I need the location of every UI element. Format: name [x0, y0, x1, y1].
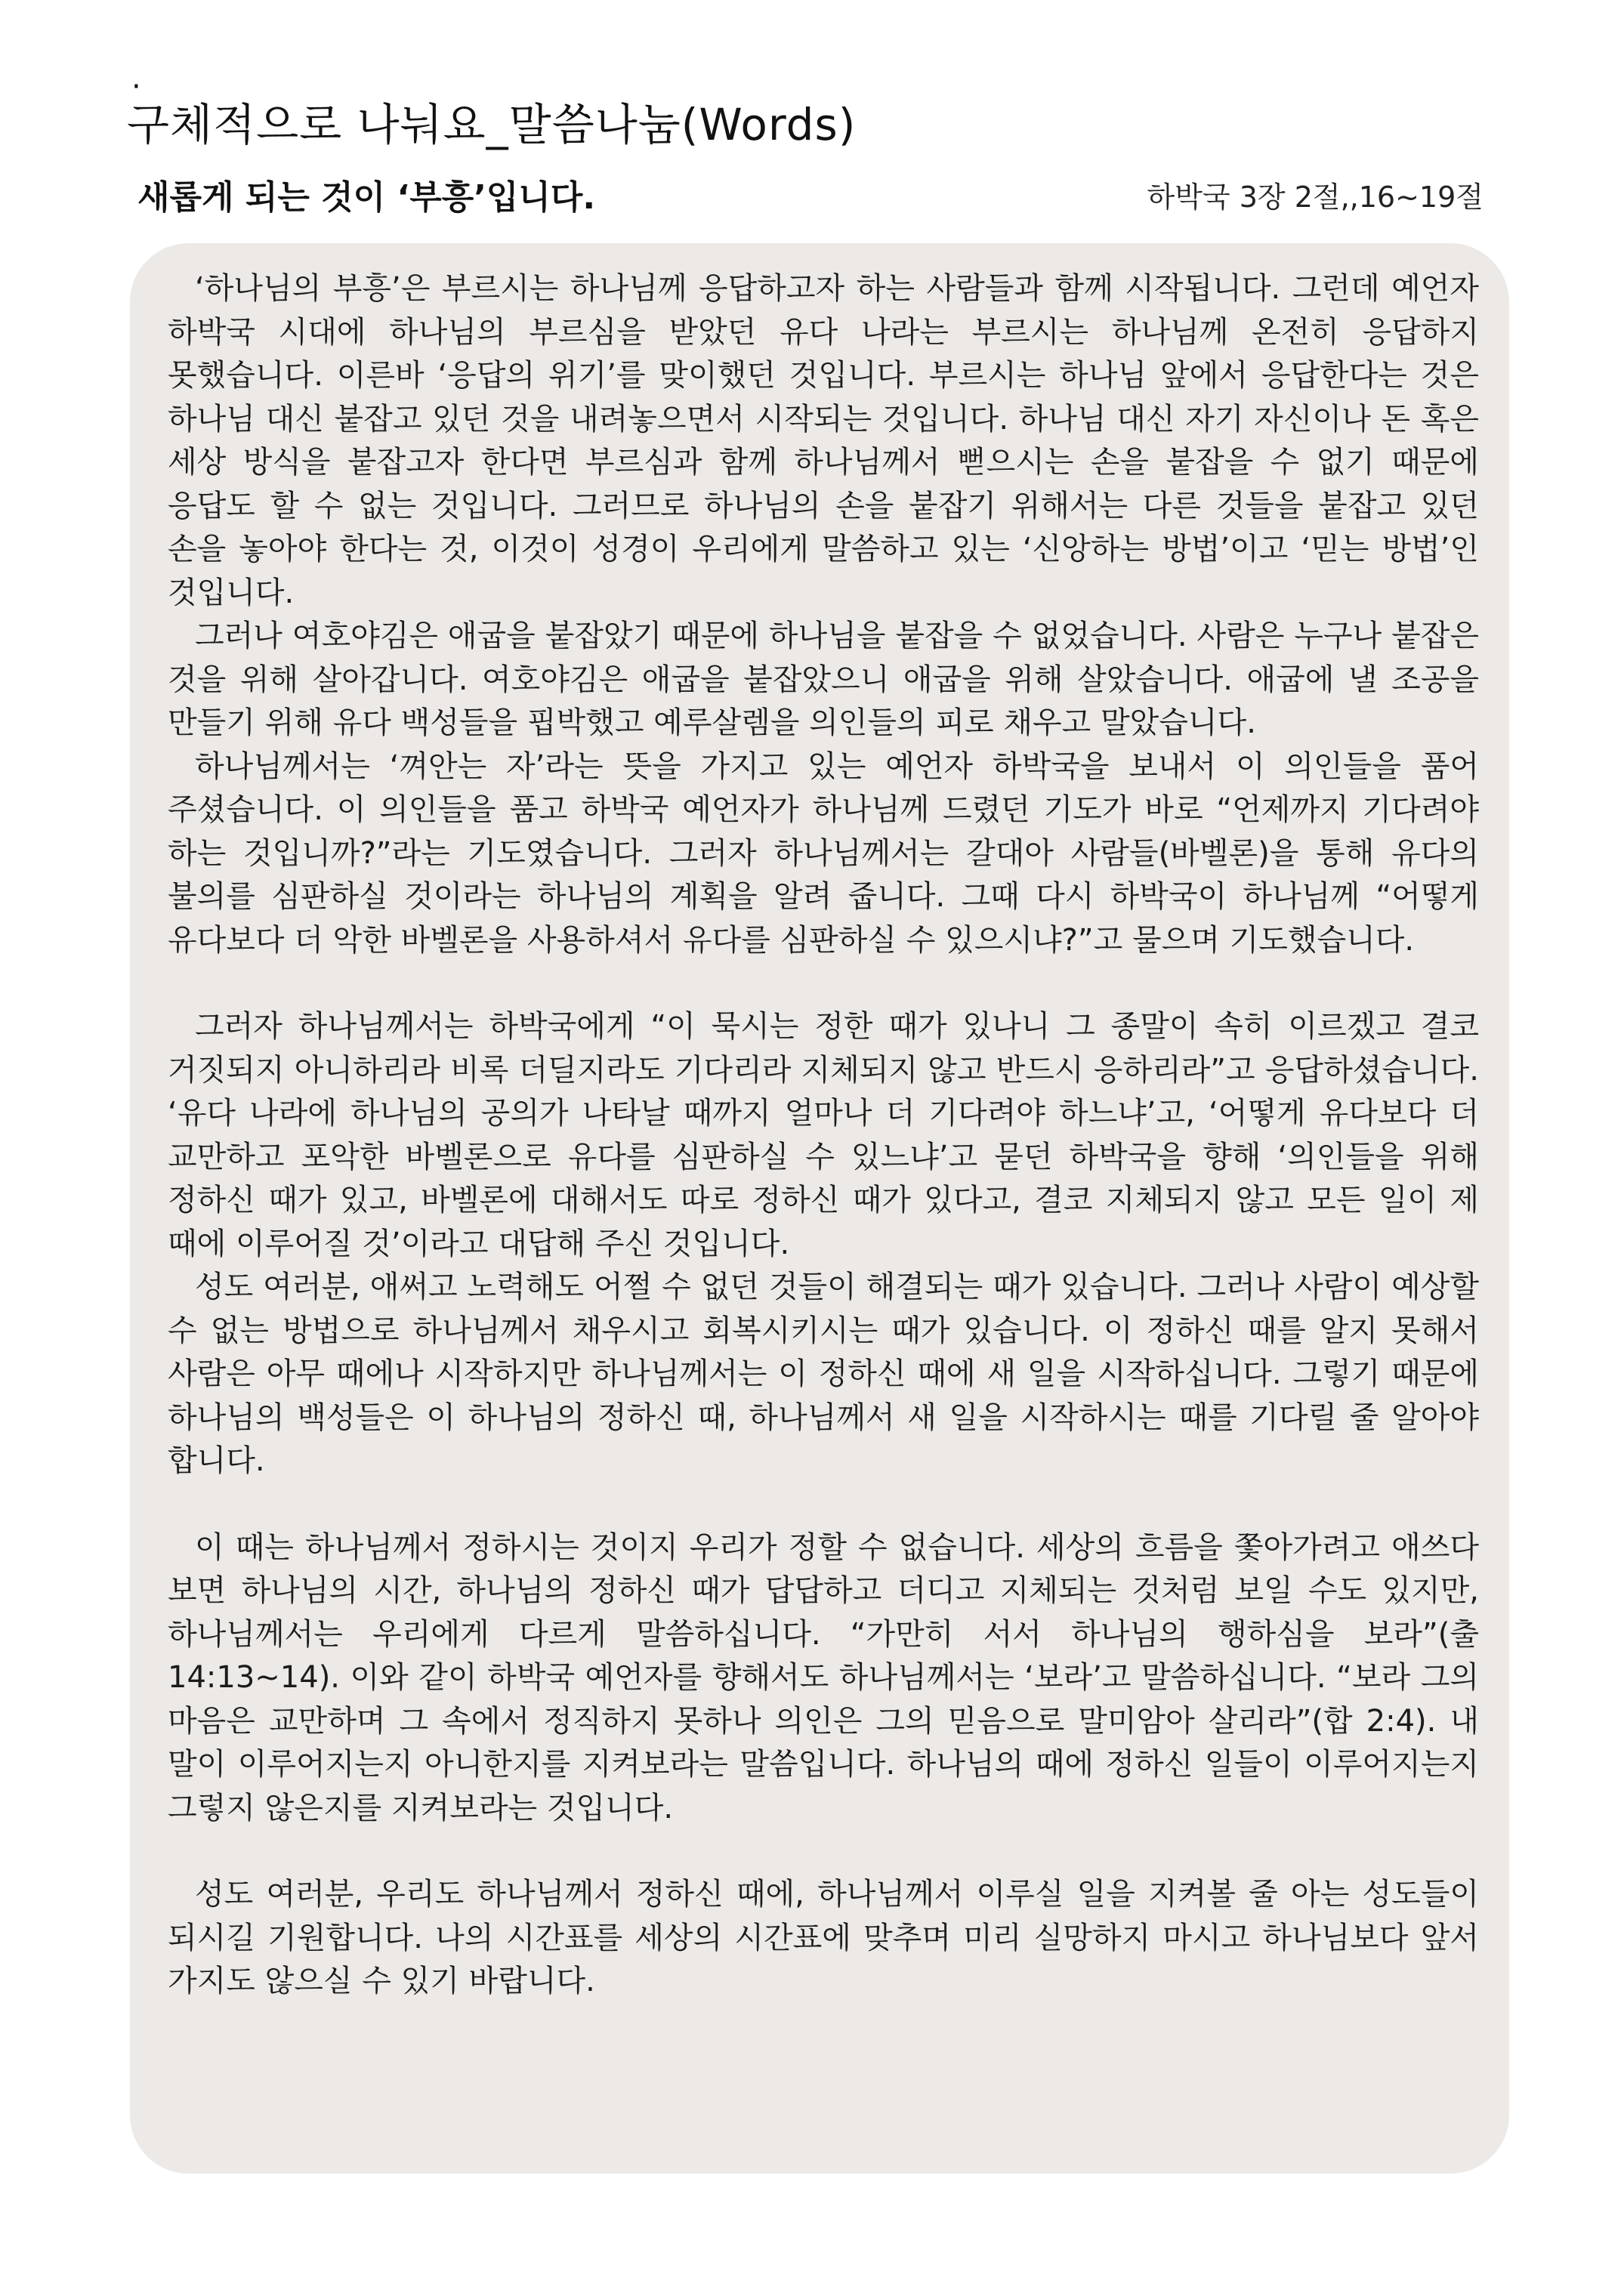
paragraph-gap [168, 962, 1479, 1005]
paragraph-6: 이 때는 하나님께서 정하시는 것이지 우리가 정할 수 없습니다. 세상의 흐름을 쫓아가려고 애쓰다 보면 하나님의 시간, 하나님의 정하신 때가 답답하고 더디고 지체되는 것처럼 보일 수도 있지만, 하나님께서는 우리에게 다르게 말씀하십니다. “가만히 서서 하나님의 행하심을 보라”(출 14:13~14). 이와 같이 하박국 예언자를 향해서도 하나님께서는 ‘보라’고 말씀하십니다. “보라 그의 마음은 교만하며 그 속에서 정직하지 못하나 의인은 그의 믿음으로 말미암아 살리라”(합 2:4). 내 말이 이루어지는지 아니한지를 지켜보라는 말씀입니다. 하나님의 때에 정하신 일들이 이루어지는지 그렇지 않은지를 지켜보라는 것입니다. [168, 1529, 1479, 1825]
paragraph-7: 성도 여러분, 우리도 하나님께서 정하신 때에, 하나님께서 이루실 일을 지켜볼 줄 아는 성도들이 되시길 기원합니다. 나의 시간표를 세상의 시간표에 맞추며 미리 실망하지 마시고 하나님보다 앞서 가지도 않으실 수 있기 바랍니다. [168, 1877, 1479, 1998]
paragraph-gap [168, 1483, 1479, 1526]
paragraph-1: ‘하나님의 부흥’은 부르시는 하나님께 응답하고자 하는 사람들과 함께 시작됩니다. 그런데 예언자 하박국 시대에 하나님의 부르심을 받았던 유다 나라는 부르시는 하나님께 온전히 응답하지 못했습니다. 이른바 ‘응답의 위기’를 맞이했던 것입니다. 부르시는 하나님 앞에서 응답한다는 것은 하나님 대신 붙잡고 있던 것을 내려놓으면서 시작되는 것입니다. 하나님 대신 자기 자신이나 돈 혹은 세상 방식을 붙잡고자 한다면 부르심과 함께 하나님께서 뻗으시는 손을 붙잡을 수 없기 때문에 응답도 할 수 없는 것입니다. 그러므로 하나님의 손을 붙잡기 위해서는 다른 것들을 붙잡고 있던 손을 놓아야 한다는 것, 이것이 성경이 우리에게 말씀하고 있는 ‘신앙하는 방법’이고 ‘믿는 방법’인 것입니다. [168, 271, 1479, 610]
paragraph-5: 성도 여러분, 애써고 노력해도 어쩔 수 없던 것들이 해결되는 때가 있습니다. 그러나 사람이 예상할 수 없는 방법으로 하나님께서 채우시고 회복시키시는 때가 있습니다. 이 정하신 때를 알지 못해서 사람은 아무 때에나 시작하지만 하나님께서는 이 정하신 때에 새 일을 시작하십니다. 그렇기 때문에 하나님의 백성들은 이 하나님의 정하신 때, 하나님께서 새 일을 시작하시는 때를 기다릴 줄 알아야 합니다. [168, 1270, 1479, 1478]
paragraph-4: 그러자 하나님께서는 하박국에게 “이 묵시는 정한 때가 있나니 그 종말이 속히 이르겠고 결코 거짓되지 아니하리라 비록 더딜지라도 기다리라 지체되지 않고 반드시 응하리라”고 응답하셨습니다. ‘유다 나라에 하나님의 공의가 나타날 때까지 얼마나 더 기다려야 하느냐’고, ‘어떻게 유다보다 더 교만하고 포악한 바벨론으로 유다를 심판하실 수 있느냐’고 묻던 하박국을 향해 ‘의인들을 위해 정하신 때가 있고, 바벨론에 대해서도 따로 정하신 때가 있다고, 결코 지체되지 않고 모든 일이 제 때에 이루어질 것’이라고 대답해 주신 것입니다. [168, 1009, 1479, 1261]
title-accent-dot: · [131, 69, 142, 104]
paragraph-2: 그러나 여호야김은 애굽을 붙잡았기 때문에 하나님을 붙잡을 수 없었습니다. 사람은 누구나 붙잡은 것을 위해 살아갑니다. 여호야김은 애굽을 붙잡았으니 애굽을 위해 살았습니다. 애굽에 낼 조공을 만들기 위해 유다 백성들을 핍박했고 예루살렘을 의인들의 피로 채우고 말았습니다. [168, 619, 1479, 740]
paragraph-gap [168, 1830, 1479, 1873]
page-title [127, 69, 857, 153]
sermon-text-box [130, 243, 1509, 2174]
paragraph-3: 하나님께서는 ‘껴안는 자’라는 뜻을 가지고 있는 예언자 하박국을 보내서 이 의인들을 품어 주셨습니다. 이 의인들을 품고 하박국 예언자가 하나님께 드렸던 기도가 바로 “언제까지 기다려야 하는 것입니까?”라는 기도였습니다. 그러자 하나님께서는 갈대아 사람들(바벨론)을 통해 유다의 불의를 심판하실 것이라는 하나님의 계획을 알려 줍니다. 그때 다시 하박국이 하나님께 “어떻게 유다보다 더 악한 바벨론을 사용하셔서 유다를 심판하실 수 있으시냐?”고 물으며 기도했습니다. [168, 748, 1479, 958]
scripture-reference: 하박국 3장 2절,,16~19절 [1147, 181, 1484, 214]
sermon-subtitle: 새롭게 되는 것이 ‘부흥’입니다. [137, 178, 596, 217]
page-title-text: 구체적으로 나눠요_말씀나눔(Words) [127, 99, 857, 150]
